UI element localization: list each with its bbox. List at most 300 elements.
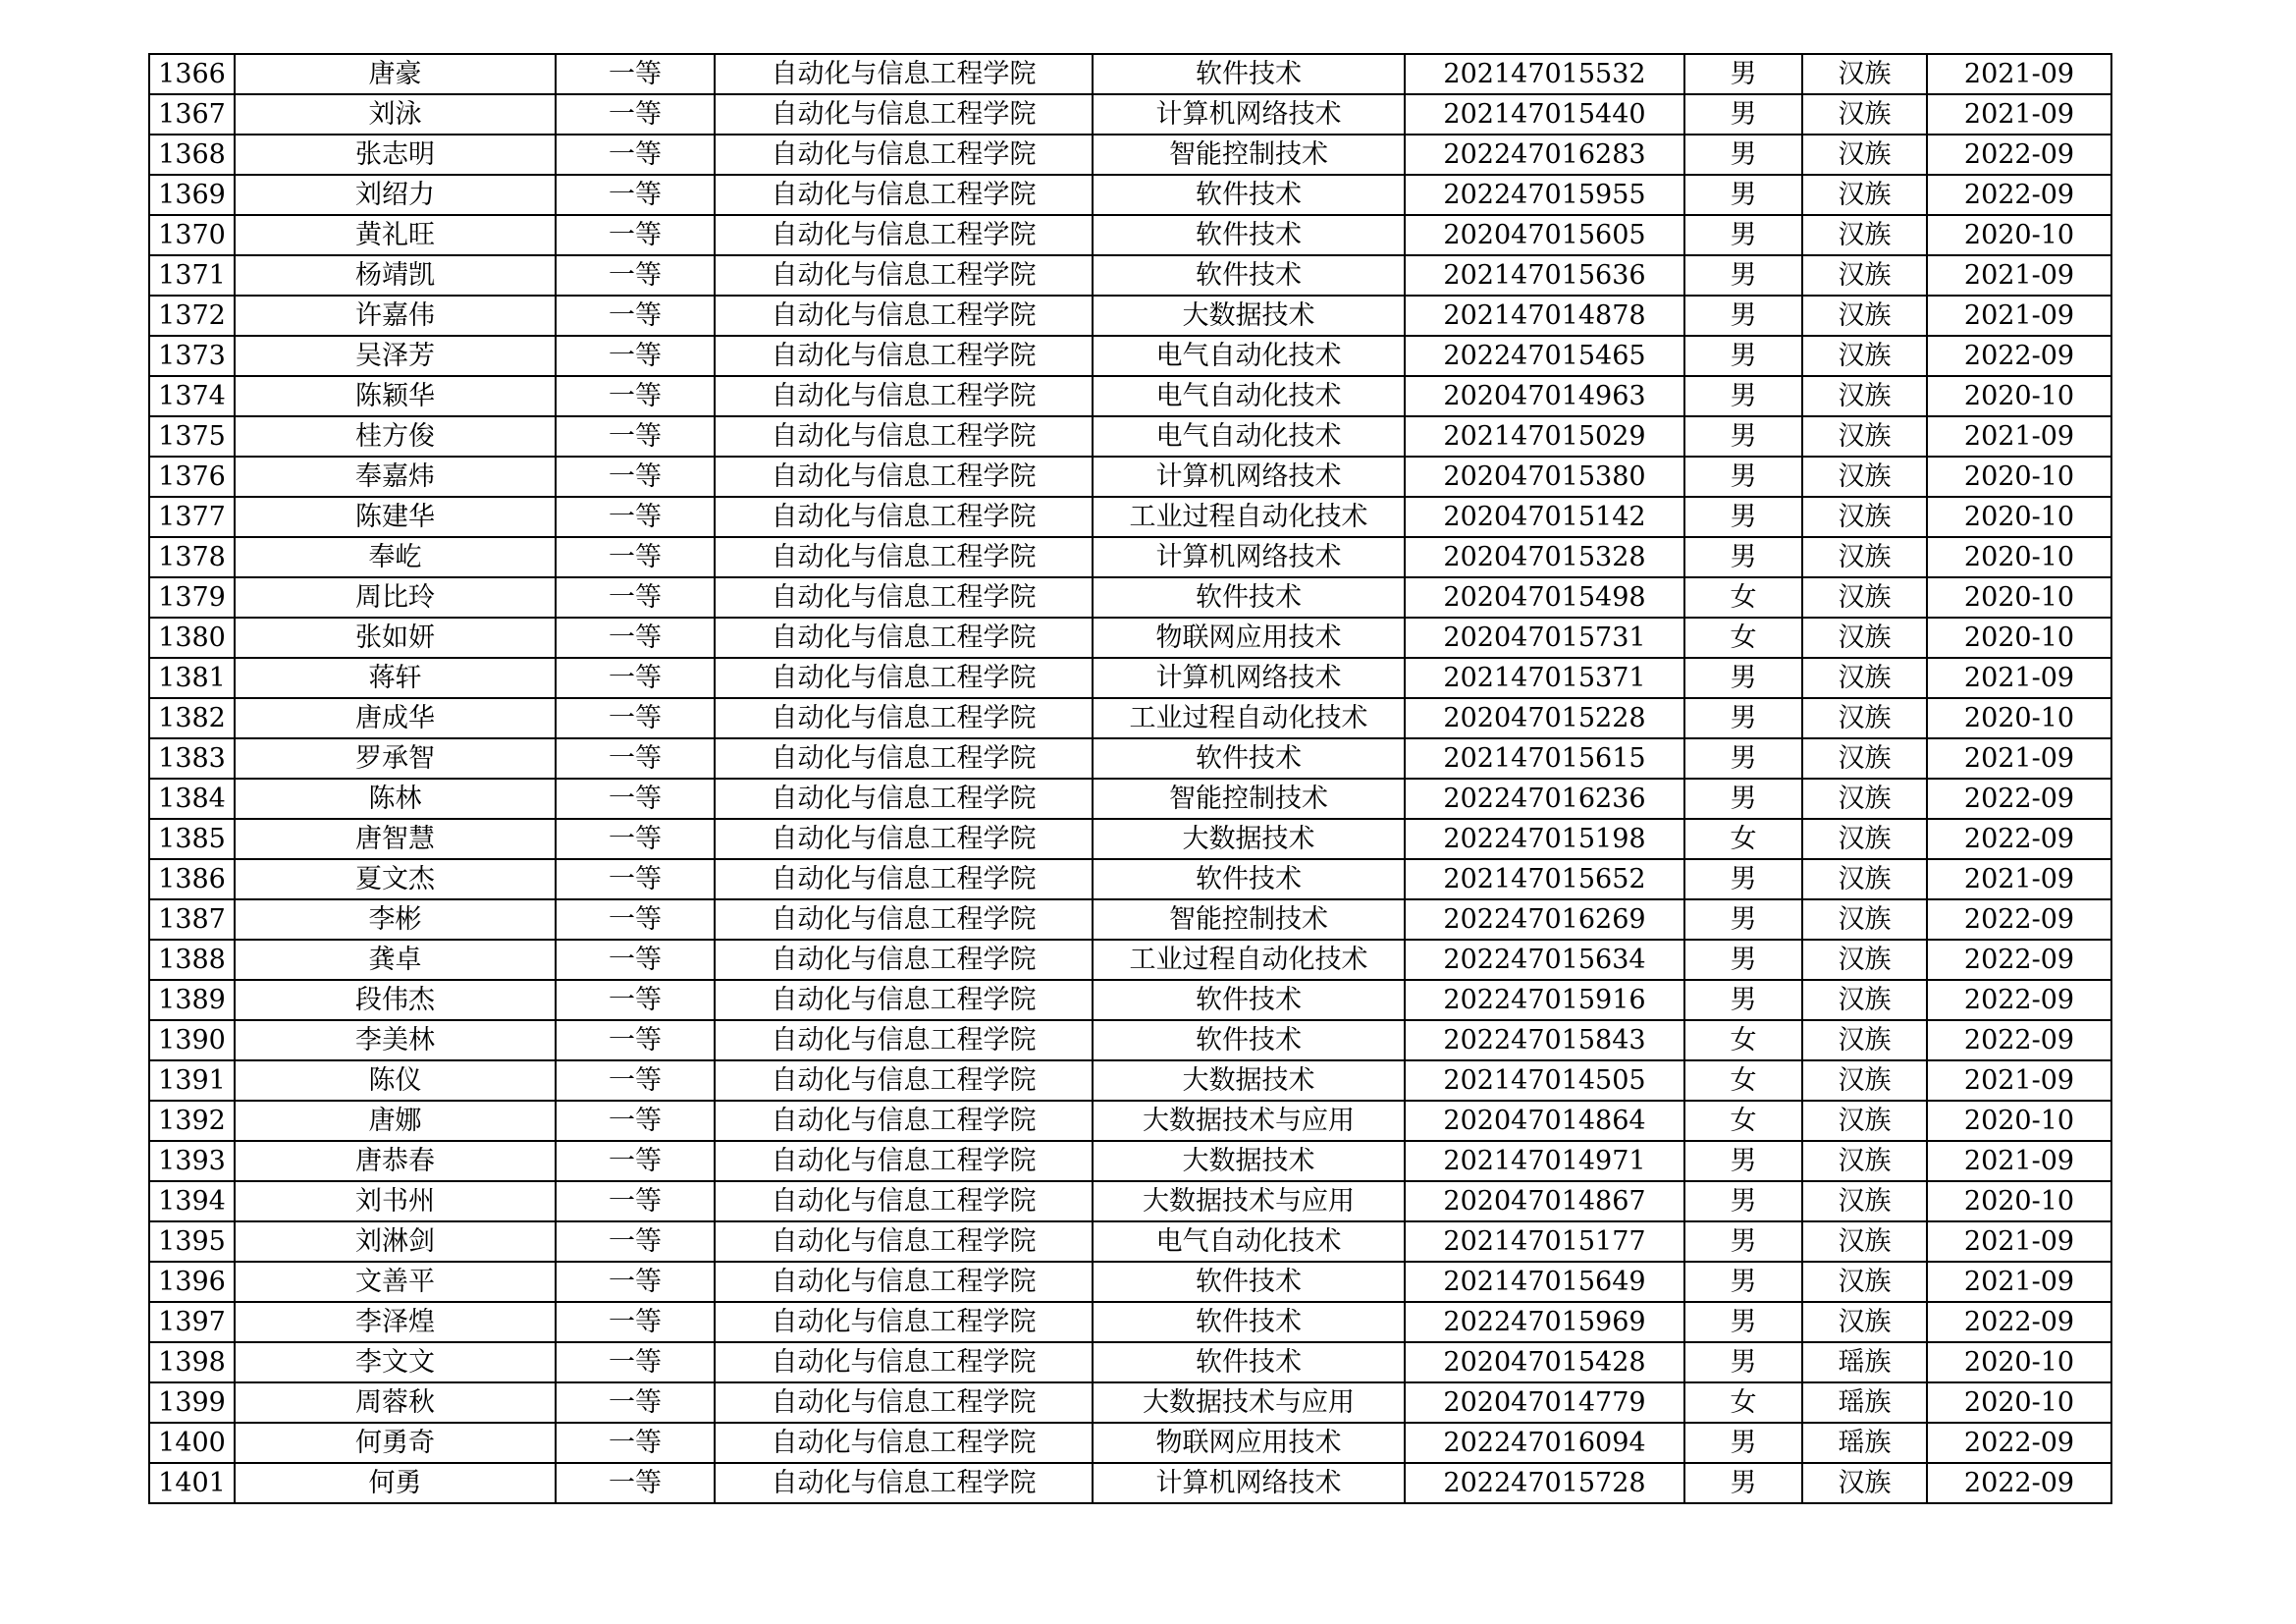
student-name-cell: 唐智慧	[235, 819, 556, 859]
row-number-cell: 1388	[149, 940, 235, 980]
enrollment-date-cell: 2020-10	[1927, 497, 2111, 537]
student-id-cell: 202247016283	[1405, 135, 1684, 175]
table-row	[149, 497, 2111, 537]
college-cell: 自动化与信息工程学院	[715, 1181, 1093, 1221]
table-row	[149, 1382, 2111, 1423]
college-cell: 自动化与信息工程学院	[715, 336, 1093, 376]
college-cell: 自动化与信息工程学院	[715, 54, 1093, 94]
student-name-cell: 杨靖凯	[235, 255, 556, 296]
student-name-cell: 李文文	[235, 1342, 556, 1382]
table-row	[149, 255, 2111, 296]
enrollment-date-cell: 2022-09	[1927, 1463, 2111, 1503]
gender-cell: 女	[1684, 1382, 1802, 1423]
major-cell: 软件技术	[1093, 1262, 1405, 1302]
student-name-cell: 唐豪	[235, 54, 556, 94]
ethnicity-cell: 汉族	[1802, 577, 1927, 618]
gender-cell: 男	[1684, 738, 1802, 779]
major-cell: 工业过程自动化技术	[1093, 940, 1405, 980]
award-level-cell: 一等	[556, 738, 715, 779]
student-id-cell: 202147014878	[1405, 296, 1684, 336]
table-row	[149, 859, 2111, 899]
student-name-cell: 刘绍力	[235, 175, 556, 215]
table-row	[149, 416, 2111, 457]
table-row	[149, 296, 2111, 336]
student-id-cell: 202047015328	[1405, 537, 1684, 577]
major-cell: 大数据技术	[1093, 1141, 1405, 1181]
row-number-cell: 1376	[149, 457, 235, 497]
table-row	[149, 658, 2111, 698]
student-name-cell: 张志明	[235, 135, 556, 175]
row-number-cell: 1386	[149, 859, 235, 899]
college-cell: 自动化与信息工程学院	[715, 738, 1093, 779]
student-name-cell: 刘泳	[235, 94, 556, 135]
college-cell: 自动化与信息工程学院	[715, 980, 1093, 1020]
ethnicity-cell: 汉族	[1802, 215, 1927, 255]
ethnicity-cell: 汉族	[1802, 296, 1927, 336]
table-row	[149, 1060, 2111, 1101]
student-name-cell: 李美林	[235, 1020, 556, 1060]
major-cell: 电气自动化技术	[1093, 336, 1405, 376]
enrollment-date-cell: 2021-09	[1927, 296, 2111, 336]
gender-cell: 女	[1684, 618, 1802, 658]
award-level-cell: 一等	[556, 658, 715, 698]
student-id-cell: 202247016269	[1405, 899, 1684, 940]
enrollment-date-cell: 2022-09	[1927, 1302, 2111, 1342]
award-level-cell: 一等	[556, 296, 715, 336]
college-cell: 自动化与信息工程学院	[715, 1221, 1093, 1262]
enrollment-date-cell: 2020-10	[1927, 1101, 2111, 1141]
row-number-cell: 1381	[149, 658, 235, 698]
major-cell: 物联网应用技术	[1093, 618, 1405, 658]
ethnicity-cell: 汉族	[1802, 1020, 1927, 1060]
ethnicity-cell: 瑶族	[1802, 1342, 1927, 1382]
college-cell: 自动化与信息工程学院	[715, 296, 1093, 336]
gender-cell: 男	[1684, 1262, 1802, 1302]
enrollment-date-cell: 2022-09	[1927, 819, 2111, 859]
student-name-cell: 刘书州	[235, 1181, 556, 1221]
gender-cell: 女	[1684, 819, 1802, 859]
student-name-cell: 文善平	[235, 1262, 556, 1302]
college-cell: 自动化与信息工程学院	[715, 1060, 1093, 1101]
major-cell: 电气自动化技术	[1093, 376, 1405, 416]
college-cell: 自动化与信息工程学院	[715, 940, 1093, 980]
student-name-cell: 张如妍	[235, 618, 556, 658]
award-level-cell: 一等	[556, 899, 715, 940]
gender-cell: 男	[1684, 940, 1802, 980]
student-id-cell: 202047015605	[1405, 215, 1684, 255]
ethnicity-cell: 汉族	[1802, 255, 1927, 296]
row-number-cell: 1397	[149, 1302, 235, 1342]
gender-cell: 男	[1684, 215, 1802, 255]
college-cell: 自动化与信息工程学院	[715, 779, 1093, 819]
college-cell: 自动化与信息工程学院	[715, 859, 1093, 899]
row-number-cell: 1393	[149, 1141, 235, 1181]
row-number-cell: 1379	[149, 577, 235, 618]
enrollment-date-cell: 2020-10	[1927, 577, 2111, 618]
table-row	[149, 1221, 2111, 1262]
major-cell: 电气自动化技术	[1093, 1221, 1405, 1262]
enrollment-date-cell: 2020-10	[1927, 457, 2111, 497]
award-level-cell: 一等	[556, 457, 715, 497]
gender-cell: 男	[1684, 1181, 1802, 1221]
student-id-cell: 202247015955	[1405, 175, 1684, 215]
student-name-cell: 桂方俊	[235, 416, 556, 457]
award-level-cell: 一等	[556, 1020, 715, 1060]
table-row	[149, 577, 2111, 618]
major-cell: 物联网应用技术	[1093, 1423, 1405, 1463]
major-cell: 大数据技术与应用	[1093, 1382, 1405, 1423]
major-cell: 工业过程自动化技术	[1093, 698, 1405, 738]
gender-cell: 男	[1684, 135, 1802, 175]
student-name-cell: 陈仪	[235, 1060, 556, 1101]
gender-cell: 男	[1684, 899, 1802, 940]
award-level-cell: 一等	[556, 859, 715, 899]
major-cell: 软件技术	[1093, 54, 1405, 94]
row-number-cell: 1390	[149, 1020, 235, 1060]
college-cell: 自动化与信息工程学院	[715, 577, 1093, 618]
student-id-cell: 202047015498	[1405, 577, 1684, 618]
enrollment-date-cell: 2022-09	[1927, 899, 2111, 940]
table-row	[149, 980, 2111, 1020]
college-cell: 自动化与信息工程学院	[715, 658, 1093, 698]
row-number-cell: 1385	[149, 819, 235, 859]
enrollment-date-cell: 2022-09	[1927, 135, 2111, 175]
award-level-cell: 一等	[556, 1342, 715, 1382]
award-level-cell: 一等	[556, 1060, 715, 1101]
student-name-cell: 何勇	[235, 1463, 556, 1503]
award-level-cell: 一等	[556, 1262, 715, 1302]
gender-cell: 男	[1684, 54, 1802, 94]
major-cell: 计算机网络技术	[1093, 94, 1405, 135]
student-id-cell: 202147015615	[1405, 738, 1684, 779]
enrollment-date-cell: 2021-09	[1927, 1221, 2111, 1262]
ethnicity-cell: 汉族	[1802, 980, 1927, 1020]
student-id-cell: 202047014864	[1405, 1101, 1684, 1141]
row-number-cell: 1374	[149, 376, 235, 416]
award-level-cell: 一等	[556, 1382, 715, 1423]
table-row	[149, 376, 2111, 416]
row-number-cell: 1387	[149, 899, 235, 940]
gender-cell: 男	[1684, 1302, 1802, 1342]
enrollment-date-cell: 2022-09	[1927, 1020, 2111, 1060]
student-name-cell: 李泽煌	[235, 1302, 556, 1342]
major-cell: 工业过程自动化技术	[1093, 497, 1405, 537]
award-level-cell: 一等	[556, 698, 715, 738]
student-id-cell: 202047015731	[1405, 618, 1684, 658]
major-cell: 计算机网络技术	[1093, 457, 1405, 497]
table-row	[149, 899, 2111, 940]
row-number-cell: 1377	[149, 497, 235, 537]
gender-cell: 男	[1684, 1463, 1802, 1503]
award-level-cell: 一等	[556, 537, 715, 577]
major-cell: 软件技术	[1093, 255, 1405, 296]
gender-cell: 男	[1684, 296, 1802, 336]
ethnicity-cell: 汉族	[1802, 1101, 1927, 1141]
student-id-cell: 202147015532	[1405, 54, 1684, 94]
college-cell: 自动化与信息工程学院	[715, 1342, 1093, 1382]
student-id-cell: 202247016094	[1405, 1423, 1684, 1463]
ethnicity-cell: 瑶族	[1802, 1423, 1927, 1463]
award-level-cell: 一等	[556, 255, 715, 296]
college-cell: 自动化与信息工程学院	[715, 416, 1093, 457]
table-row	[149, 54, 2111, 94]
student-name-cell: 刘淋剑	[235, 1221, 556, 1262]
college-cell: 自动化与信息工程学院	[715, 1302, 1093, 1342]
student-name-cell: 李彬	[235, 899, 556, 940]
table-row	[149, 1181, 2111, 1221]
ethnicity-cell: 汉族	[1802, 1181, 1927, 1221]
major-cell: 软件技术	[1093, 175, 1405, 215]
enrollment-date-cell: 2020-10	[1927, 537, 2111, 577]
table-row	[149, 94, 2111, 135]
row-number-cell: 1398	[149, 1342, 235, 1382]
gender-cell: 女	[1684, 1020, 1802, 1060]
table-row	[149, 336, 2111, 376]
student-name-cell: 段伟杰	[235, 980, 556, 1020]
award-level-cell: 一等	[556, 1302, 715, 1342]
gender-cell: 女	[1684, 1101, 1802, 1141]
enrollment-date-cell: 2022-09	[1927, 940, 2111, 980]
enrollment-date-cell: 2022-09	[1927, 980, 2111, 1020]
ethnicity-cell: 汉族	[1802, 1262, 1927, 1302]
gender-cell: 男	[1684, 859, 1802, 899]
award-level-cell: 一等	[556, 1181, 715, 1221]
table-row	[149, 738, 2111, 779]
ethnicity-cell: 汉族	[1802, 698, 1927, 738]
row-number-cell: 1369	[149, 175, 235, 215]
enrollment-date-cell: 2022-09	[1927, 175, 2111, 215]
student-name-cell: 唐恭春	[235, 1141, 556, 1181]
award-level-cell: 一等	[556, 135, 715, 175]
row-number-cell: 1394	[149, 1181, 235, 1221]
award-level-cell: 一等	[556, 1423, 715, 1463]
gender-cell: 男	[1684, 1141, 1802, 1181]
student-id-cell: 202147015440	[1405, 94, 1684, 135]
ethnicity-cell: 汉族	[1802, 1221, 1927, 1262]
college-cell: 自动化与信息工程学院	[715, 1423, 1093, 1463]
table-row	[149, 175, 2111, 215]
major-cell: 电气自动化技术	[1093, 416, 1405, 457]
ethnicity-cell: 汉族	[1802, 618, 1927, 658]
ethnicity-cell: 汉族	[1802, 1302, 1927, 1342]
college-cell: 自动化与信息工程学院	[715, 497, 1093, 537]
major-cell: 智能控制技术	[1093, 135, 1405, 175]
major-cell: 软件技术	[1093, 577, 1405, 618]
student-id-cell: 202247015465	[1405, 336, 1684, 376]
enrollment-date-cell: 2021-09	[1927, 658, 2111, 698]
student-name-cell: 周蓉秋	[235, 1382, 556, 1423]
table-row	[149, 1101, 2111, 1141]
table-row	[149, 1302, 2111, 1342]
award-level-cell: 一等	[556, 618, 715, 658]
student-id-cell: 202147015649	[1405, 1262, 1684, 1302]
major-cell: 软件技术	[1093, 980, 1405, 1020]
enrollment-date-cell: 2022-09	[1927, 336, 2111, 376]
table-row	[149, 215, 2111, 255]
ethnicity-cell: 汉族	[1802, 497, 1927, 537]
gender-cell: 男	[1684, 255, 1802, 296]
student-name-cell: 陈林	[235, 779, 556, 819]
table-body	[149, 54, 2111, 1503]
award-level-cell: 一等	[556, 94, 715, 135]
ethnicity-cell: 瑶族	[1802, 1382, 1927, 1423]
major-cell: 大数据技术	[1093, 1060, 1405, 1101]
student-id-cell: 202147015371	[1405, 658, 1684, 698]
ethnicity-cell: 汉族	[1802, 537, 1927, 577]
major-cell: 智能控制技术	[1093, 779, 1405, 819]
college-cell: 自动化与信息工程学院	[715, 1382, 1093, 1423]
student-id-cell: 202147015652	[1405, 859, 1684, 899]
row-number-cell: 1367	[149, 94, 235, 135]
award-level-cell: 一等	[556, 1221, 715, 1262]
table-row	[149, 618, 2111, 658]
table-row	[149, 135, 2111, 175]
ethnicity-cell: 汉族	[1802, 819, 1927, 859]
ethnicity-cell: 汉族	[1802, 376, 1927, 416]
ethnicity-cell: 汉族	[1802, 1141, 1927, 1181]
student-name-cell: 罗承智	[235, 738, 556, 779]
student-name-cell: 龚卓	[235, 940, 556, 980]
gender-cell: 男	[1684, 1342, 1802, 1382]
award-level-cell: 一等	[556, 336, 715, 376]
student-id-cell: 202247015916	[1405, 980, 1684, 1020]
college-cell: 自动化与信息工程学院	[715, 376, 1093, 416]
award-level-cell: 一等	[556, 819, 715, 859]
row-number-cell: 1368	[149, 135, 235, 175]
enrollment-date-cell: 2022-09	[1927, 779, 2111, 819]
student-id-cell: 202247015728	[1405, 1463, 1684, 1503]
student-name-cell: 周比玲	[235, 577, 556, 618]
ethnicity-cell: 汉族	[1802, 1060, 1927, 1101]
student-roster-table	[148, 53, 2112, 1504]
table-row	[149, 1342, 2111, 1382]
student-name-cell: 夏文杰	[235, 859, 556, 899]
award-level-cell: 一等	[556, 577, 715, 618]
major-cell: 计算机网络技术	[1093, 537, 1405, 577]
gender-cell: 男	[1684, 175, 1802, 215]
award-level-cell: 一等	[556, 497, 715, 537]
college-cell: 自动化与信息工程学院	[715, 698, 1093, 738]
award-level-cell: 一等	[556, 1101, 715, 1141]
student-name-cell: 吴泽芳	[235, 336, 556, 376]
student-id-cell: 202147014505	[1405, 1060, 1684, 1101]
table-row	[149, 1463, 2111, 1503]
row-number-cell: 1401	[149, 1463, 235, 1503]
major-cell: 大数据技术	[1093, 296, 1405, 336]
major-cell: 计算机网络技术	[1093, 1463, 1405, 1503]
enrollment-date-cell: 2020-10	[1927, 376, 2111, 416]
enrollment-date-cell: 2021-09	[1927, 94, 2111, 135]
student-id-cell: 202047015228	[1405, 698, 1684, 738]
major-cell: 软件技术	[1093, 738, 1405, 779]
gender-cell: 女	[1684, 577, 1802, 618]
enrollment-date-cell: 2021-09	[1927, 1141, 2111, 1181]
award-level-cell: 一等	[556, 1463, 715, 1503]
college-cell: 自动化与信息工程学院	[715, 215, 1093, 255]
award-level-cell: 一等	[556, 376, 715, 416]
gender-cell: 男	[1684, 698, 1802, 738]
major-cell: 软件技术	[1093, 859, 1405, 899]
major-cell: 大数据技术与应用	[1093, 1101, 1405, 1141]
major-cell: 大数据技术与应用	[1093, 1181, 1405, 1221]
row-number-cell: 1380	[149, 618, 235, 658]
award-level-cell: 一等	[556, 940, 715, 980]
award-level-cell: 一等	[556, 175, 715, 215]
enrollment-date-cell: 2020-10	[1927, 1181, 2111, 1221]
enrollment-date-cell: 2020-10	[1927, 215, 2111, 255]
college-cell: 自动化与信息工程学院	[715, 135, 1093, 175]
ethnicity-cell: 汉族	[1802, 336, 1927, 376]
student-name-cell: 陈颖华	[235, 376, 556, 416]
college-cell: 自动化与信息工程学院	[715, 94, 1093, 135]
gender-cell: 男	[1684, 779, 1802, 819]
student-name-cell: 何勇奇	[235, 1423, 556, 1463]
student-name-cell: 蒋轩	[235, 658, 556, 698]
college-cell: 自动化与信息工程学院	[715, 537, 1093, 577]
ethnicity-cell: 汉族	[1802, 54, 1927, 94]
row-number-cell: 1400	[149, 1423, 235, 1463]
gender-cell: 男	[1684, 94, 1802, 135]
college-cell: 自动化与信息工程学院	[715, 1101, 1093, 1141]
table-row	[149, 819, 2111, 859]
ethnicity-cell: 汉族	[1802, 940, 1927, 980]
student-id-cell: 202247015198	[1405, 819, 1684, 859]
student-id-cell: 202247016236	[1405, 779, 1684, 819]
table-row	[149, 698, 2111, 738]
ethnicity-cell: 汉族	[1802, 859, 1927, 899]
enrollment-date-cell: 2021-09	[1927, 1060, 2111, 1101]
enrollment-date-cell: 2021-09	[1927, 738, 2111, 779]
ethnicity-cell: 汉族	[1802, 1463, 1927, 1503]
row-number-cell: 1384	[149, 779, 235, 819]
row-number-cell: 1366	[149, 54, 235, 94]
ethnicity-cell: 汉族	[1802, 135, 1927, 175]
student-id-cell: 202047014963	[1405, 376, 1684, 416]
table-row	[149, 457, 2111, 497]
college-cell: 自动化与信息工程学院	[715, 1463, 1093, 1503]
student-name-cell: 陈建华	[235, 497, 556, 537]
major-cell: 计算机网络技术	[1093, 658, 1405, 698]
enrollment-date-cell: 2020-10	[1927, 1382, 2111, 1423]
student-id-cell: 202247015843	[1405, 1020, 1684, 1060]
student-name-cell: 奉屹	[235, 537, 556, 577]
table-row	[149, 1423, 2111, 1463]
row-number-cell: 1370	[149, 215, 235, 255]
student-name-cell: 奉嘉炜	[235, 457, 556, 497]
gender-cell: 男	[1684, 980, 1802, 1020]
college-cell: 自动化与信息工程学院	[715, 255, 1093, 296]
ethnicity-cell: 汉族	[1802, 416, 1927, 457]
row-number-cell: 1383	[149, 738, 235, 779]
student-name-cell: 唐娜	[235, 1101, 556, 1141]
ethnicity-cell: 汉族	[1802, 899, 1927, 940]
award-level-cell: 一等	[556, 54, 715, 94]
gender-cell: 男	[1684, 336, 1802, 376]
enrollment-date-cell: 2022-09	[1927, 1423, 2111, 1463]
major-cell: 软件技术	[1093, 215, 1405, 255]
major-cell: 软件技术	[1093, 1302, 1405, 1342]
enrollment-date-cell: 2020-10	[1927, 698, 2111, 738]
college-cell: 自动化与信息工程学院	[715, 819, 1093, 859]
row-number-cell: 1372	[149, 296, 235, 336]
college-cell: 自动化与信息工程学院	[715, 175, 1093, 215]
gender-cell: 男	[1684, 497, 1802, 537]
row-number-cell: 1378	[149, 537, 235, 577]
college-cell: 自动化与信息工程学院	[715, 1020, 1093, 1060]
enrollment-date-cell: 2021-09	[1927, 859, 2111, 899]
ethnicity-cell: 汉族	[1802, 94, 1927, 135]
table-row	[149, 1141, 2111, 1181]
